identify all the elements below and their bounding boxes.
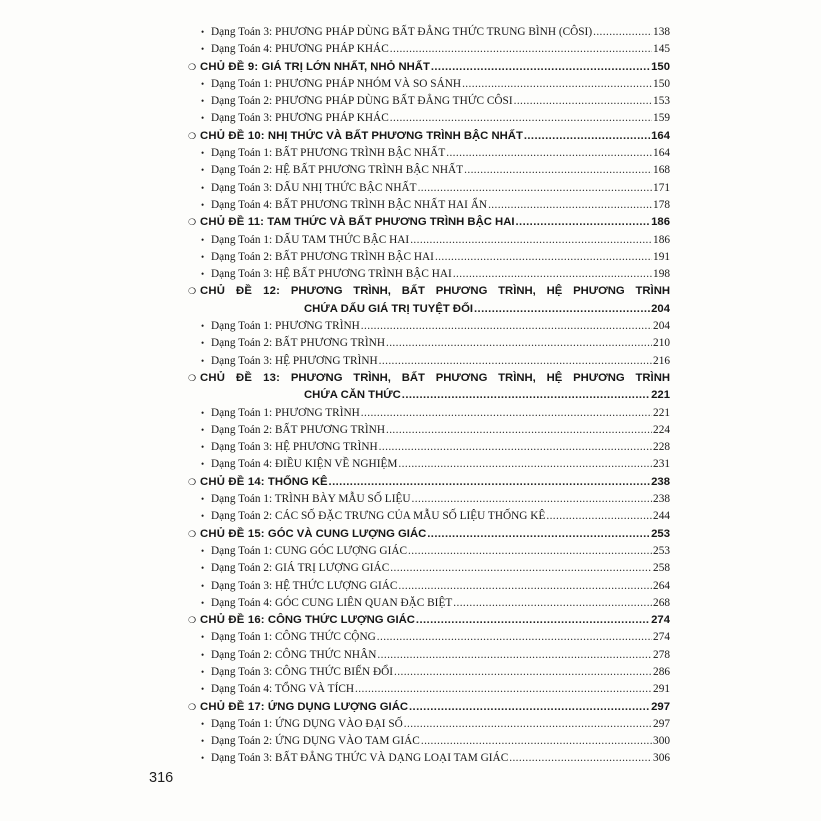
toc-item-text (211, 560, 389, 577)
item-label: Dạng Toán 1: (211, 544, 273, 557)
chapter-title: THỐNG KÊ (267, 475, 328, 488)
toc-item-text (211, 629, 376, 646)
item-page-number: 168 (653, 164, 670, 177)
toc-item (188, 110, 670, 127)
item-title: BẤT PHƯƠNG TRÌNH BẬC NHẤT HAI ẨN (274, 198, 488, 211)
item-page-number: 221 (653, 406, 670, 419)
item-title: CUNG GÓC LƯỢNG GIÁC (274, 544, 408, 557)
leader-dots (379, 439, 652, 456)
toc-item (188, 629, 670, 646)
toc-item-text (211, 664, 393, 681)
toc-item (188, 232, 670, 249)
item-title: BẤT ĐẲNG THỨC VÀ DẠNG LOẠI TAM GIÁC (274, 752, 509, 765)
toc-chapter-text (200, 526, 426, 543)
toc-item (188, 162, 670, 179)
item-title: DẤU NHỊ THỨC BẬC NHẤT (274, 181, 417, 194)
toc-item (188, 335, 670, 352)
item-page-number: 264 (653, 579, 670, 592)
item-label: Dạng Toán 2: (211, 562, 273, 575)
toc-chapter-text (200, 283, 670, 300)
leader-dots (361, 405, 652, 422)
leader-dots (462, 76, 652, 93)
item-title: HỆ BẤT PHƯƠNG TRÌNH BẬC HAI (274, 268, 452, 281)
chapter-title: ỨNG DỤNG LƯỢNG GIÁC (267, 700, 409, 713)
item-title: PHƯƠNG PHÁP NHÓM VÀ SO SÁNH (274, 77, 462, 90)
item-title: DẤU TAM THỨC BẬC HAI (274, 233, 410, 246)
chapter-ring-icon: ❍ (188, 130, 197, 141)
bullet-icon: • (201, 718, 205, 729)
item-page-number: 138 (653, 26, 670, 38)
leader-dots (514, 93, 652, 110)
toc-chapter (188, 526, 670, 543)
bullet-icon: • (201, 44, 205, 55)
toc-item-text (211, 318, 360, 335)
bullet-icon: • (201, 736, 205, 747)
toc-item-text (211, 422, 385, 439)
bullet-icon: • (201, 78, 205, 89)
chapter-label: CHỦ ĐỀ 17: (200, 700, 265, 713)
chapter-label: CHỦ ĐỀ 16: (200, 614, 265, 627)
item-page-number: 300 (653, 735, 670, 748)
item-page-number: 198 (653, 268, 670, 281)
toc-item (188, 180, 670, 197)
bullet-icon: • (201, 27, 205, 37)
item-page-number: 228 (653, 441, 670, 454)
leader-dots (390, 41, 652, 58)
leader-dots (398, 578, 652, 595)
toc-item (188, 93, 670, 110)
bullet-icon: • (201, 234, 205, 245)
toc-item (188, 647, 670, 664)
chapter-page-number: 204 (651, 302, 670, 315)
toc-item (188, 76, 670, 93)
item-page-number: 268 (653, 596, 670, 609)
leader-dots (408, 543, 652, 560)
toc-chapter (188, 612, 670, 629)
toc-item (188, 681, 670, 698)
leader-dots (431, 59, 650, 76)
chapter-page-number: 274 (651, 614, 670, 627)
item-title: CÔNG THỨC NHÂN (274, 648, 377, 661)
item-title: BẤT PHƯƠNG TRÌNH BẬC HAI (274, 250, 434, 263)
item-page-number: 297 (653, 717, 670, 730)
leader-dots (488, 197, 652, 214)
toc-item-text (211, 439, 378, 456)
item-title: HỆ PHƯƠNG TRÌNH (274, 354, 378, 367)
item-label: Dạng Toán 1: (211, 77, 273, 90)
item-title: ĐIỀU KIỆN VỀ NGHIỆM (274, 458, 398, 471)
item-page-number: 171 (653, 181, 670, 194)
leader-dots (402, 387, 650, 404)
leader-dots (516, 214, 651, 231)
chapter-ring-icon: ❍ (188, 476, 197, 487)
leader-dots (361, 318, 652, 335)
toc-item-text (211, 681, 354, 698)
item-label: Dạng Toán 2: (211, 337, 273, 350)
toc-item (188, 560, 670, 577)
chapter-title-line2: CHỨA DẤU GIÁ TRỊ TUYỆT ĐỐI (304, 302, 473, 315)
item-title: HỆ BẤT PHƯƠNG TRÌNH BẬC NHẤT (274, 164, 464, 177)
toc-chapter-text (200, 214, 515, 231)
toc-item (188, 664, 670, 681)
toc-item-text (211, 24, 592, 41)
item-title: HỆ PHƯƠNG TRÌNH (274, 441, 378, 454)
item-page-number: 224 (653, 423, 670, 436)
item-label: Dạng Toán 4: (211, 683, 273, 696)
toc-item (188, 249, 670, 266)
item-title: PHƯƠNG TRÌNH (274, 406, 360, 419)
toc-item-text (211, 405, 360, 422)
bullet-icon: • (201, 666, 205, 677)
item-page-number: 244 (653, 510, 670, 523)
leader-dots (379, 353, 652, 370)
item-title: PHƯƠNG PHÁP DÙNG BẤT ĐẲNG THỨC CÔSI (274, 95, 513, 108)
toc-item (188, 578, 670, 595)
toc-item-text (211, 335, 385, 352)
item-page-number: 145 (653, 43, 670, 56)
toc-chapter-text (200, 474, 328, 491)
item-label: Dạng Toán 3: (211, 26, 273, 38)
item-page-number: 191 (653, 250, 670, 263)
toc-chapter-text (200, 612, 415, 629)
item-label: Dạng Toán 2: (211, 510, 273, 523)
toc-item (188, 24, 670, 41)
leader-dots (390, 110, 652, 127)
toc-item-text (211, 232, 409, 249)
item-page-number: 274 (653, 631, 670, 644)
item-label: Dạng Toán 2: (211, 735, 273, 748)
chapter-label: CHỦ ĐỀ 14: (200, 475, 265, 488)
toc-chapter-continuation (188, 301, 670, 318)
toc-item-text (211, 543, 407, 560)
item-label: Dạng Toán 1: (211, 406, 273, 419)
toc-item (188, 318, 670, 335)
chapter-ring-icon: ❍ (188, 615, 197, 626)
item-label: Dạng Toán 2: (211, 95, 273, 108)
leader-dots (355, 681, 652, 698)
leader-dots (416, 612, 650, 629)
toc-item-text (211, 750, 508, 767)
item-label: Dạng Toán 2: (211, 250, 273, 263)
leader-dots (435, 249, 652, 266)
item-title: BẤT PHƯƠNG TRÌNH (274, 423, 385, 436)
item-label: Dạng Toán 4: (211, 198, 273, 211)
bullet-icon: • (201, 545, 205, 556)
item-label: Dạng Toán 1: (211, 631, 273, 644)
leader-dots (524, 128, 650, 145)
toc-chapter (188, 474, 670, 491)
bullet-icon: • (201, 442, 205, 453)
chapter-title: GIÁ TRỊ LỚN NHẤT, NHỎ NHẤT (261, 60, 430, 73)
item-title: GIÁ TRỊ LƯỢNG GIÁC (274, 562, 390, 575)
item-label: Dạng Toán 1: (211, 233, 273, 246)
item-label: Dạng Toán 1: (211, 320, 273, 333)
item-label: Dạng Toán 3: (211, 579, 273, 592)
toc-item-text (211, 491, 411, 508)
item-page-number: 159 (653, 112, 670, 125)
toc-item (188, 145, 670, 162)
item-page-number: 178 (653, 198, 670, 211)
bullet-icon: • (201, 580, 205, 591)
page-number: 316 (149, 770, 174, 786)
item-title: CÔNG THỨC CỘNG (274, 631, 376, 644)
chapter-title: GÓC VÀ CUNG LƯỢNG GIÁC (267, 527, 427, 540)
toc-item-text (211, 76, 461, 93)
item-page-number: 286 (653, 665, 670, 678)
chapter-label: CHỦ ĐỀ 11: (200, 216, 265, 229)
leader-dots (453, 266, 652, 283)
leader-dots (464, 162, 652, 179)
chapter-ring-icon: ❍ (188, 217, 197, 228)
toc-item (188, 422, 670, 439)
toc-item-text (211, 647, 376, 664)
toc-item-text (211, 197, 487, 214)
toc-item-text (211, 110, 389, 127)
chapter-ring-icon: ❍ (188, 701, 197, 712)
bullet-icon: • (201, 182, 205, 193)
leader-dots (394, 664, 652, 681)
toc-item-text (211, 353, 378, 370)
chapter-label: CHỦ ĐỀ 13: (200, 371, 281, 384)
chapter-page-number: 253 (651, 527, 670, 540)
item-page-number: 306 (653, 752, 670, 765)
toc-item (188, 266, 670, 283)
item-page-number: 210 (653, 337, 670, 350)
toc-item-text (211, 180, 417, 197)
leader-dots (386, 422, 652, 439)
leader-dots (329, 474, 651, 491)
item-title: BẤT PHƯƠNG TRÌNH (274, 337, 385, 350)
leader-dots (390, 560, 652, 577)
toc-chapter-text (200, 128, 523, 145)
toc-chapter (188, 370, 670, 387)
item-page-number: 164 (653, 147, 670, 160)
chapter-label: CHỦ ĐỀ 15: (200, 527, 265, 540)
toc-item (188, 197, 670, 214)
item-label: Dạng Toán 1: (211, 147, 273, 160)
item-label: Dạng Toán 1: (211, 717, 273, 730)
chapter-page-number: 297 (651, 700, 670, 713)
bullet-icon: • (201, 251, 205, 262)
bullet-icon: • (201, 407, 205, 418)
leader-dots (474, 301, 650, 318)
chapter-label: CHỦ ĐỀ 9: (200, 60, 259, 73)
leader-dots (427, 526, 650, 543)
chapter-title: PHƯƠNG TRÌNH, BẤT PHƯƠNG TRÌNH, HỆ PHƯƠNG TRÌNH (290, 371, 671, 384)
item-page-number: 238 (653, 493, 670, 506)
bullet-icon: • (201, 597, 205, 608)
chapter-ring-icon: ❍ (188, 61, 197, 72)
item-page-number: 258 (653, 562, 670, 575)
chapter-page-number: 238 (651, 475, 670, 488)
toc-item-text (211, 578, 397, 595)
chapter-label: CHỦ ĐỀ 10: (200, 129, 265, 142)
item-title: PHƯƠNG PHÁP KHÁC (274, 43, 389, 56)
bullet-icon: • (201, 511, 205, 522)
leader-dots (453, 595, 652, 612)
toc-item (188, 716, 670, 733)
chapter-title: NHỊ THỨC VÀ BẤT PHƯƠNG TRÌNH BẬC NHẤT (267, 129, 523, 142)
bullet-icon: • (201, 355, 205, 366)
item-page-number: 186 (653, 233, 670, 246)
leader-dots (377, 647, 652, 664)
item-title: PHƯƠNG PHÁP DÙNG BẤT ĐẲNG THỨC TRUNG BÌNH (CÔSI) (274, 26, 593, 38)
toc-chapter (188, 699, 670, 716)
bullet-icon: • (201, 753, 205, 764)
leader-dots (421, 733, 652, 750)
toc-chapter (188, 128, 670, 145)
item-title: ỨNG DỤNG VÀO TAM GIÁC (274, 735, 420, 748)
chapter-ring-icon: ❍ (188, 528, 197, 539)
chapter-title: PHƯƠNG TRÌNH, BẤT PHƯƠNG TRÌNH, HỆ PHƯƠNG TRÌNH (290, 285, 671, 298)
toc-item (188, 456, 670, 473)
item-label: Dạng Toán 3: (211, 181, 273, 194)
toc-item (188, 41, 670, 58)
bullet-icon: • (201, 494, 205, 505)
item-label: Dạng Toán 4: (211, 596, 273, 609)
bullet-icon: • (201, 684, 205, 695)
toc-chapter-text (200, 59, 430, 76)
toc-item-text (211, 733, 420, 750)
item-title: CÁC SỐ ĐẶC TRƯNG CỦA MẪU SỐ LIỆU THỐNG KÊ (274, 510, 546, 523)
bullet-icon: • (201, 649, 205, 660)
toc-item-text (211, 93, 513, 110)
item-label: Dạng Toán 4: (211, 43, 273, 56)
bullet-icon: • (201, 269, 205, 280)
item-page-number: 150 (653, 77, 670, 90)
toc-item (188, 543, 670, 560)
toc-item (188, 595, 670, 612)
item-page-number: 216 (653, 354, 670, 367)
toc-item-text (211, 41, 389, 58)
item-page-number: 231 (653, 458, 670, 471)
item-page-number: 253 (653, 544, 670, 557)
item-label: Dạng Toán 3: (211, 665, 273, 678)
toc-chapter (188, 214, 670, 231)
bullet-icon: • (201, 563, 205, 574)
toc-item (188, 508, 670, 525)
leader-dots (593, 24, 652, 41)
item-title: TRÌNH BÀY MẪU SỐ LIỆU (274, 493, 411, 506)
toc-item (188, 750, 670, 767)
item-label: Dạng Toán 3: (211, 752, 273, 765)
chapter-page-number: 150 (651, 60, 670, 73)
toc-chapter (188, 283, 670, 300)
toc-item-text (211, 508, 545, 525)
chapter-page-number: 221 (651, 389, 670, 402)
item-label: Dạng Toán 2: (211, 648, 273, 661)
toc-item-text (211, 145, 445, 162)
bullet-icon: • (201, 113, 205, 124)
leader-dots (412, 491, 653, 508)
item-title: ỨNG DỤNG VÀO ĐẠI SỐ (274, 717, 403, 730)
leader-dots (418, 180, 652, 197)
chapter-title-line2: CHỨA CĂN THỨC (304, 389, 401, 402)
toc-chapter (188, 59, 670, 76)
item-page-number: 153 (653, 95, 670, 108)
toc-item (188, 353, 670, 370)
chapter-page-number: 164 (651, 129, 670, 142)
item-title: CÔNG THỨC BIẾN ĐỔI (274, 665, 394, 678)
bullet-icon: • (201, 199, 205, 210)
item-label: Dạng Toán 3: (211, 112, 273, 125)
leader-dots (446, 145, 652, 162)
table-of-contents (188, 24, 670, 768)
toc-chapter-continuation (188, 387, 670, 404)
toc-item-text (211, 595, 452, 612)
bullet-icon: • (201, 165, 205, 176)
item-title: HỆ THỨC LƯỢNG GIÁC (274, 579, 398, 592)
toc-chapter-text (200, 370, 670, 387)
item-title: BẤT PHƯƠNG TRÌNH BẬC NHẤT (274, 147, 446, 160)
toc-item (188, 733, 670, 750)
bullet-icon: • (201, 96, 205, 107)
item-label: Dạng Toán 2: (211, 423, 273, 436)
bullet-icon: • (201, 148, 205, 159)
item-label: Dạng Toán 3: (211, 354, 273, 367)
chapter-label: CHỦ ĐỀ 12: (200, 285, 281, 298)
bullet-icon: • (201, 632, 205, 643)
toc-chapter-text (200, 699, 408, 716)
bullet-icon: • (201, 338, 205, 349)
bullet-icon: • (201, 321, 205, 332)
toc-item (188, 491, 670, 508)
toc-item-text (211, 266, 452, 283)
toc-item-text (211, 162, 463, 179)
item-label: Dạng Toán 1: (211, 493, 273, 506)
item-label: Dạng Toán 3: (211, 268, 273, 281)
item-title: PHƯƠNG TRÌNH (274, 320, 360, 333)
item-page-number: 204 (653, 320, 670, 333)
toc-item-text (211, 249, 434, 266)
toc-item-text (211, 456, 397, 473)
item-label: Dạng Toán 2: (211, 164, 273, 177)
leader-dots (377, 629, 652, 646)
chapter-ring-icon: ❍ (188, 286, 197, 297)
item-label: Dạng Toán 4: (211, 458, 273, 471)
leader-dots (509, 750, 652, 767)
item-label: Dạng Toán 3: (211, 441, 273, 454)
chapter-page-number: 186 (651, 216, 670, 229)
toc-item (188, 439, 670, 456)
chapter-title: CÔNG THỨC LƯỢNG GIÁC (267, 614, 415, 627)
item-page-number: 278 (653, 648, 670, 661)
toc-item-text (211, 716, 403, 733)
chapter-title: TAM THỨC VÀ BẤT PHƯƠNG TRÌNH BẬC HAI (267, 216, 515, 229)
bullet-icon: • (201, 459, 205, 470)
item-page-number: 291 (653, 683, 670, 696)
leader-dots (386, 335, 652, 352)
leader-dots (546, 508, 652, 525)
leader-dots (409, 699, 650, 716)
chapter-ring-icon: ❍ (188, 372, 197, 383)
item-title: PHƯƠNG PHÁP KHÁC (274, 112, 389, 125)
leader-dots (410, 232, 652, 249)
leader-dots (404, 716, 652, 733)
item-title: TỔNG VÀ TÍCH (274, 683, 355, 696)
toc-item (188, 405, 670, 422)
bullet-icon: • (201, 424, 205, 435)
item-title: GÓC CUNG LIÊN QUAN ĐẶC BIỆT (274, 596, 453, 609)
leader-dots (398, 456, 652, 473)
